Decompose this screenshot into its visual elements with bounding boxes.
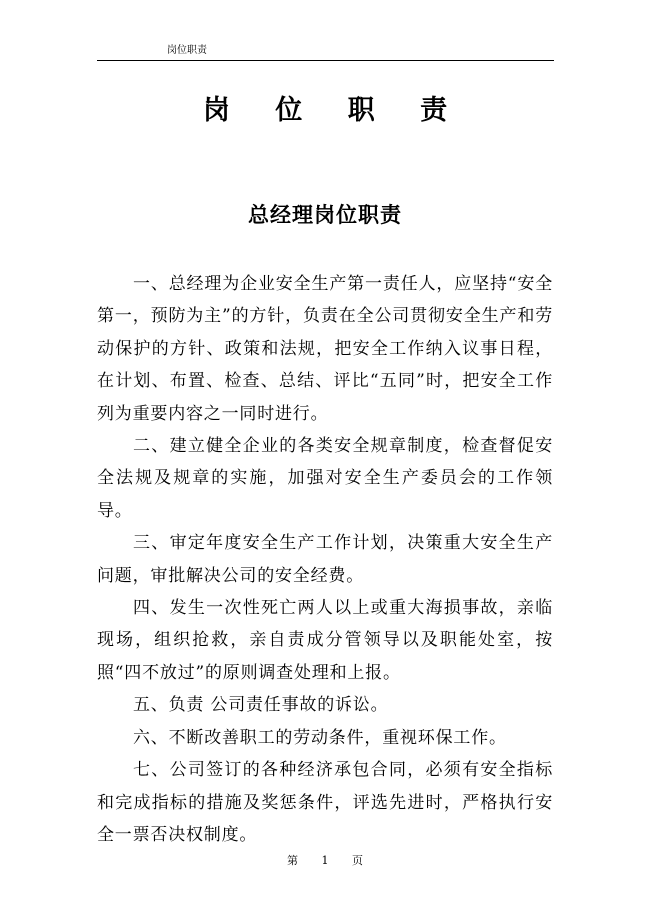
section-title: 总经理岗位职责 <box>248 203 402 227</box>
document-body <box>97 268 553 851</box>
page-footer <box>0 852 650 868</box>
paragraph-5: 五、负责 公司责任事故的诉讼。 <box>133 695 389 716</box>
paragraph-6: 六、不断改善职工的劳动条件，重视环保工作。 <box>133 727 507 748</box>
page-number: 1 <box>321 854 329 867</box>
document-title: 岗 位 职 责 <box>202 95 466 126</box>
page-header <box>97 44 554 61</box>
paragraph-1: 一、总经理为企业安全生产第一责任人，应坚持“安全第一，预防为主”的方针，负责在全公司贯彻安全生产和劳动保护的方针、政策和法规，把安全工作纳入议事日程，在计划、布置、检查、总结、评比“五同”时，把安全工作列为重要内容之一同时进行。 <box>97 274 553 424</box>
header-text: 岗位职责 <box>167 45 207 56</box>
footer-suffix: 页 <box>352 854 363 867</box>
paragraph-3: 三、审定年度安全生产工作计划，决策重大安全生产问题，审批解决公司的安全经费。 <box>97 533 553 586</box>
paragraph-2: 二、建立健全企业的各类安全规章制度，检查督促安全法规及规章的实施，加强对安全生产委员会的工作领导。 <box>97 436 553 521</box>
paragraph-4: 四、发生一次性死亡两人以上或重大海损事故，亲临现场，组织抢救，亲自责成分管领导以及职能处室，按照“四不放过”的原则调查处理和上报。 <box>97 598 553 683</box>
paragraph-7: 七、公司签订的各种经济承包合同，必须有安全指标和完成指标的措施及奖惩条件，评选先进时，严格执行安全一票否决权制度。 <box>97 760 553 845</box>
footer-prefix: 第 <box>287 854 298 867</box>
